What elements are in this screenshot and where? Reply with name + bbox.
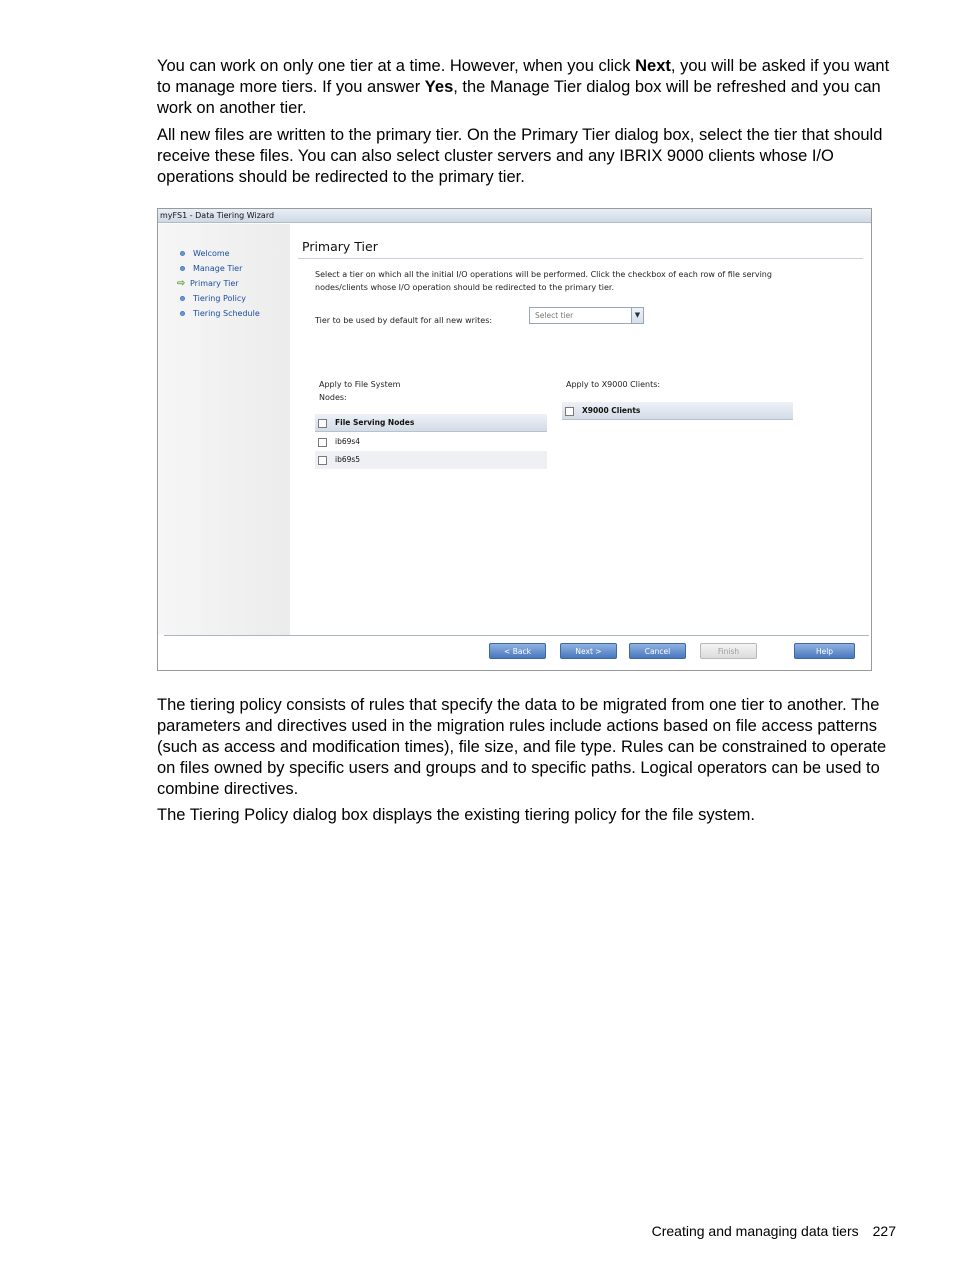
fs-nodes-label: Apply to File System Nodes: [319, 380, 401, 402]
select-all-clients-checkbox[interactable] [565, 407, 574, 416]
pane-title: Primary Tier [302, 239, 378, 254]
divider [164, 635, 869, 636]
footer-section-title: Creating and managing data tiers [651, 1223, 859, 1239]
fs-nodes-header: File Serving Nodes [315, 414, 547, 432]
next-button[interactable]: Next > [560, 643, 617, 659]
bullet-icon [180, 266, 185, 271]
cancel-button[interactable]: Cancel [629, 643, 686, 659]
node-checkbox[interactable] [318, 456, 327, 465]
paragraph-next-tier: You can work on only one tier at a time. However, when you click Next, you will be asked if you want to manage more tiers. If you answer Yes, the Manage Tier dialog box will be refreshed and you can work on another tier. [157, 57, 890, 117]
dialog-title: myFS1 - Data Tiering Wizard [158, 209, 871, 223]
tier-select[interactable]: Select tier ▼ [529, 307, 644, 324]
clients-label: Apply to X9000 Clients: [566, 380, 661, 389]
bullet-icon [180, 311, 185, 316]
instructions-text: Select a tier on which all the initial I/O operations will be performed. Click the checkbox of each row of file serving nodes/clients whose I/O operation should be redirected to the primary tier. [315, 270, 772, 292]
current-step-arrow-icon: ⇨ [177, 278, 186, 289]
back-button[interactable]: < Back [489, 643, 546, 659]
table-row: ib69s5 [315, 451, 547, 469]
tier-label: Tier to be used by default for all new writes: [315, 316, 493, 325]
bullet-icon [180, 251, 185, 256]
help-button[interactable]: Help [794, 643, 855, 659]
data-tiering-wizard-dialog [157, 208, 872, 671]
wizard-sidebar [158, 224, 290, 635]
node-checkbox[interactable] [318, 438, 327, 447]
clients-header: X9000 Clients [562, 402, 793, 420]
paragraph-primary-tier: All new files are written to the primary tier. On the Primary Tier dialog box, select the tier that should receive these files. You can also select cluster servers and any IBRIX 9000 clients whose I/O operations should be redirected to the primary tier. [157, 126, 883, 186]
sidebar-item-primary-tier[interactable]: ⇨ Primary Tier [177, 278, 239, 289]
page-footer [638, 1223, 896, 1239]
sidebar-item-welcome[interactable]: Welcome [180, 248, 230, 260]
divider [298, 258, 863, 259]
sidebar-item-manage-tier[interactable]: Manage Tier [180, 263, 242, 275]
table-row: ib69s4 [315, 433, 547, 451]
select-all-nodes-checkbox[interactable] [318, 419, 327, 428]
page-number: 227 [872, 1223, 896, 1239]
finish-button[interactable]: Finish [700, 643, 757, 659]
sidebar-item-tiering-schedule[interactable]: Tiering Schedule [180, 308, 260, 320]
bullet-icon [180, 296, 185, 301]
chevron-down-icon[interactable]: ▼ [631, 308, 643, 323]
paragraph-tiering-policy-dialog: The Tiering Policy dialog box displays the existing tiering policy for the file system. [157, 806, 755, 824]
sidebar-item-tiering-policy[interactable]: Tiering Policy [180, 293, 246, 305]
paragraph-tiering-policy: The tiering policy consists of rules that specify the data to be migrated from one tier to another. The parameters and directives used in the migration rules include actions based on file access patterns (such as access and modification times), file size, and file type. Rules can be constrained to operate on files owned by specific users and groups and to specific paths. Logical operators can be used to combine directives. [157, 696, 887, 798]
